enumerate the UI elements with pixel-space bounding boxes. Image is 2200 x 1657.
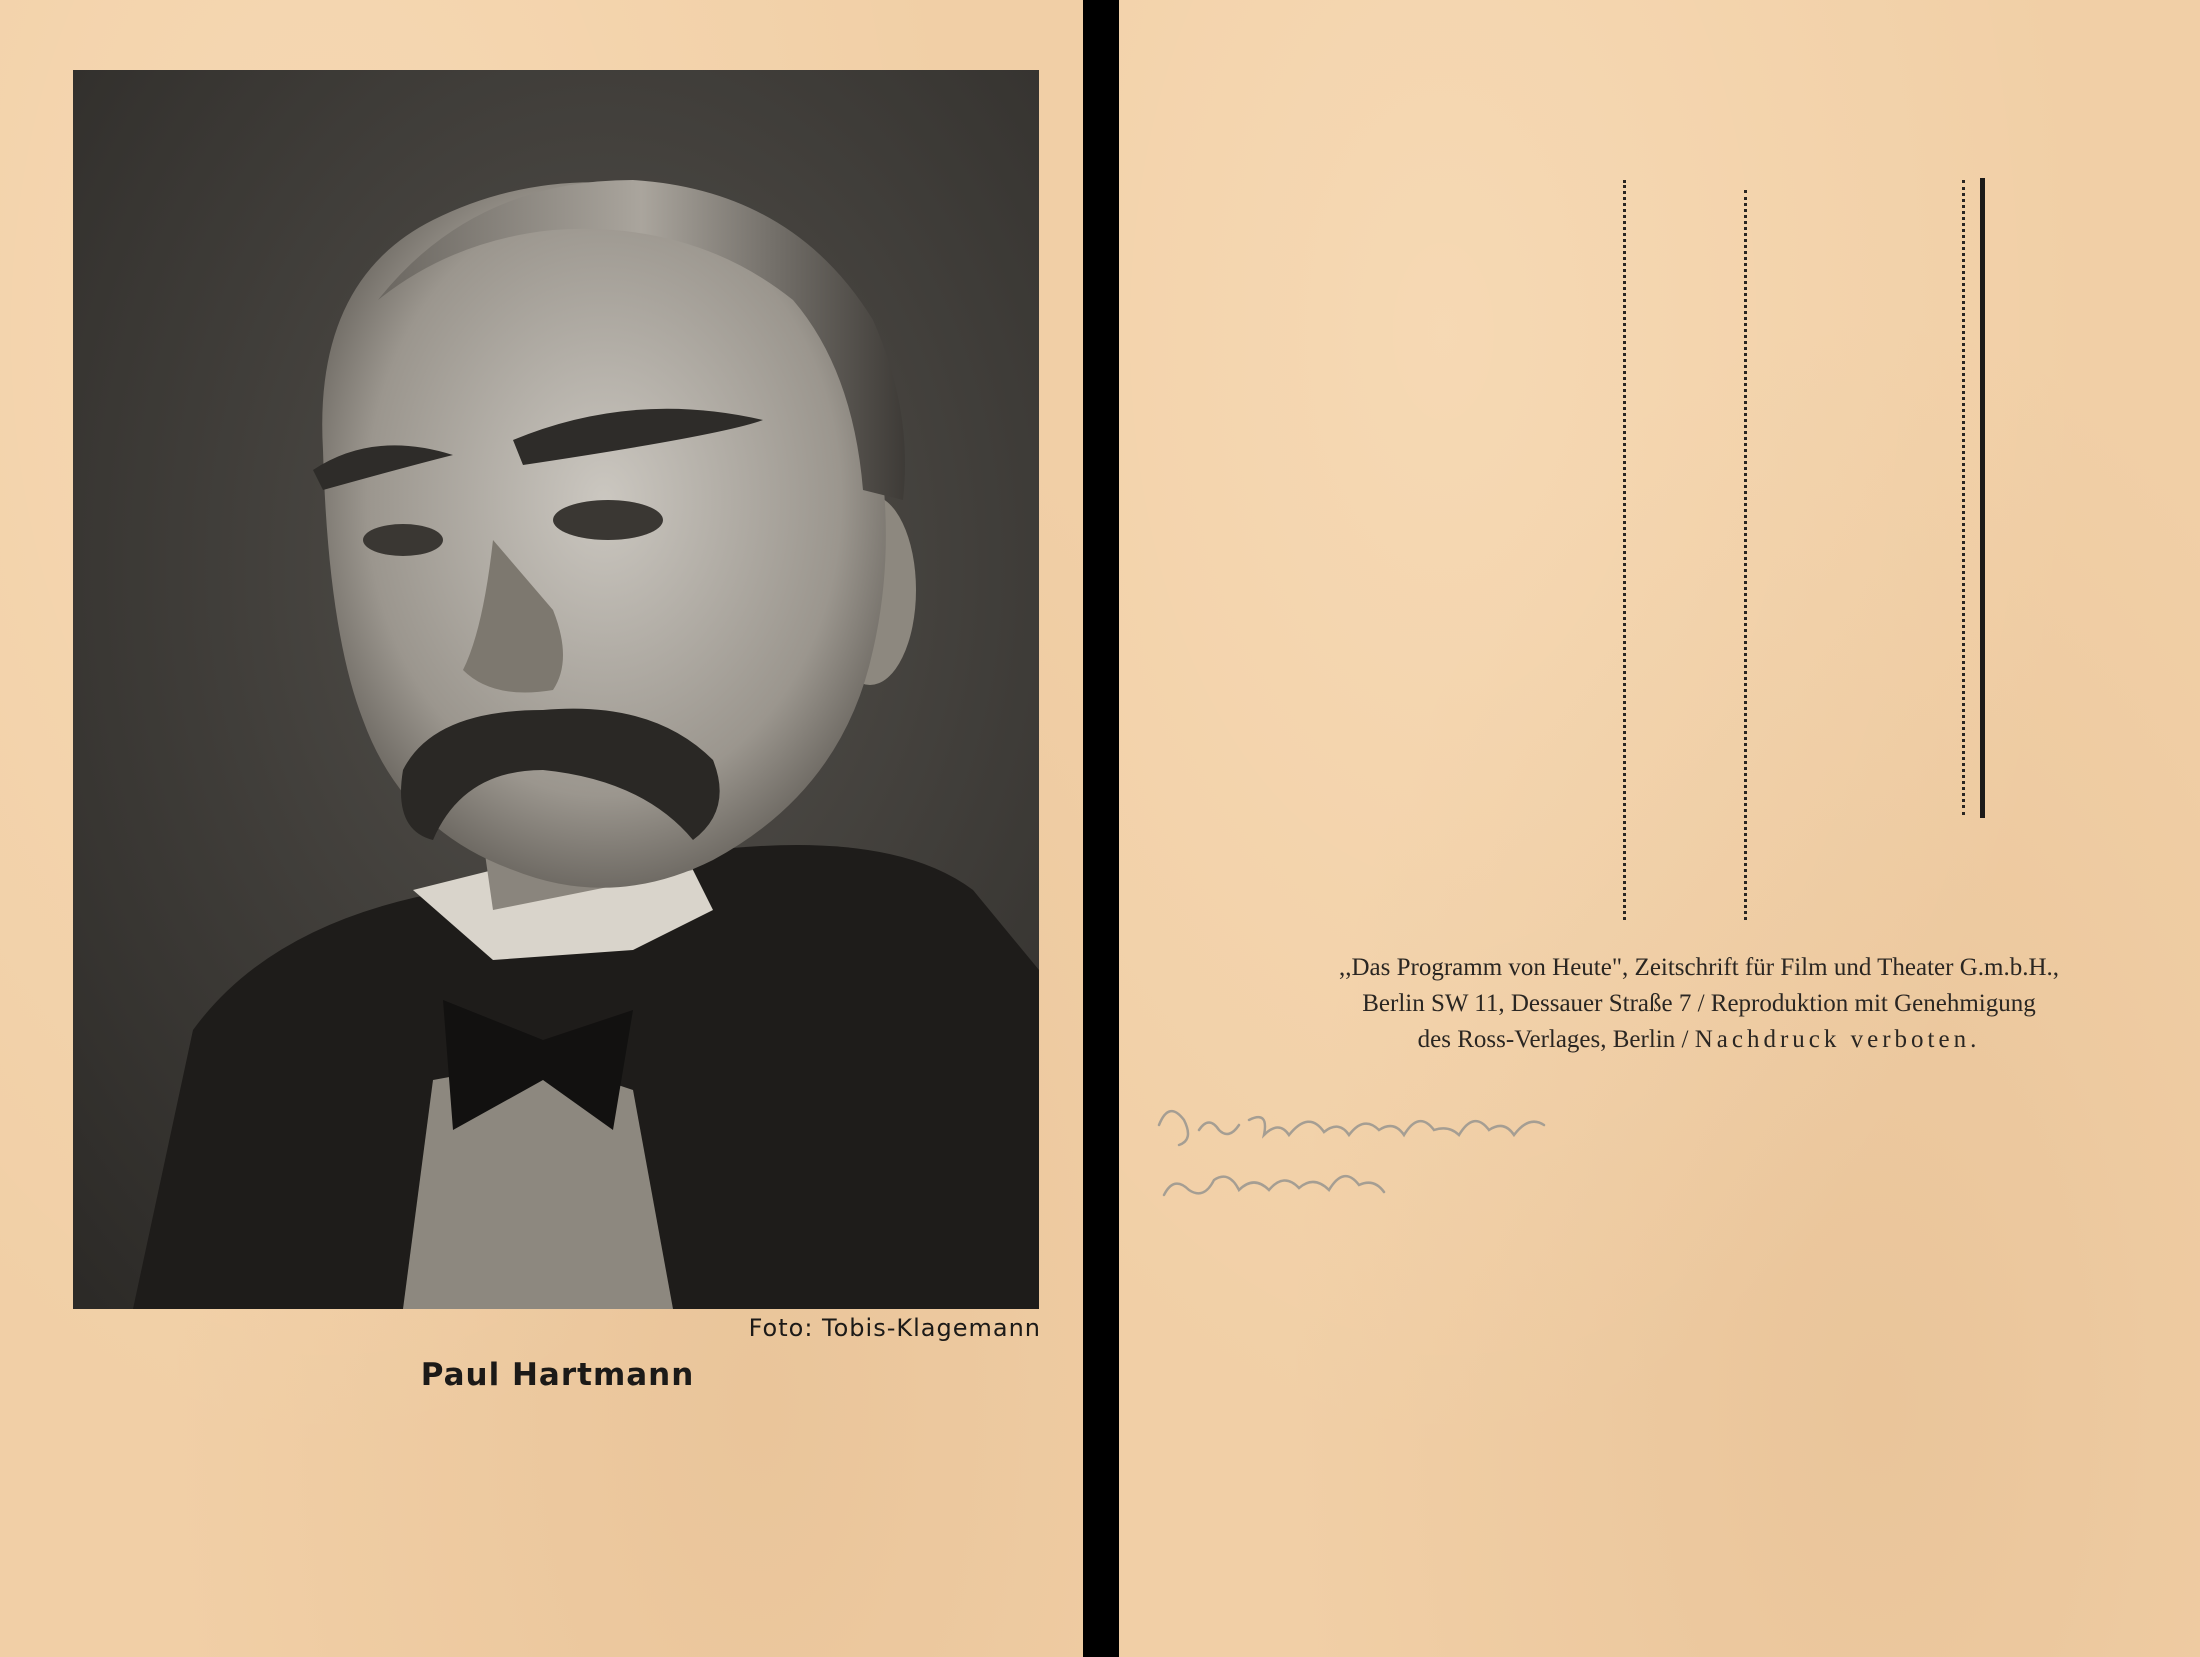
postcard-front (0, 0, 1083, 1657)
stamp-divider-solid (1980, 178, 1985, 818)
imprint-line-2: Berlin SW 11, Dessauer Straße 7 / Reproduktion mit Genehmigung (1362, 990, 2036, 1017)
photo-credit: Foto: Tobis-Klagemann (748, 1314, 1041, 1342)
publisher-imprint (1179, 950, 2200, 1058)
address-divider-left (1623, 180, 1626, 920)
imprint-line-1: ,,Das Programm von Heute", Zeitschrift für Film und Theater G.m.b.H., (1338, 954, 2060, 981)
portrait-image (73, 70, 1039, 1309)
imprint-line-3-start: des Ross-Verlages, Berlin / (1417, 1026, 1695, 1053)
stamp-divider-dotted (1962, 180, 1965, 815)
handwritten-note (1149, 1080, 1649, 1210)
portrait-photo (73, 70, 1039, 1309)
imprint-line-3 (1179, 1022, 2200, 1058)
postcard-back (1119, 0, 2200, 1657)
address-divider-middle (1744, 190, 1747, 920)
reprint-notice: Nachdruck verboten. (1694, 1026, 1981, 1053)
subject-name: Paul Hartmann (420, 1357, 695, 1393)
